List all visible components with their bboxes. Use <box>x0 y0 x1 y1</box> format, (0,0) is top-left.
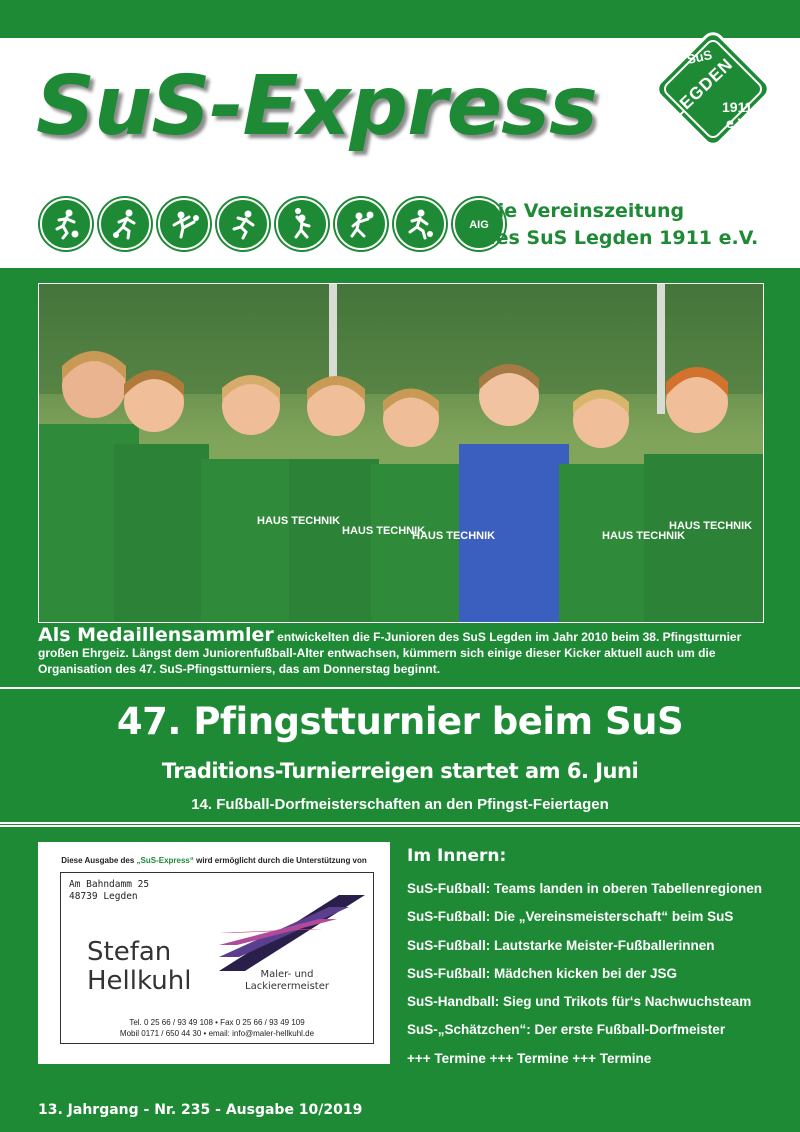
list-item: +++ Termine +++ Termine +++ Termine <box>407 1050 652 1066</box>
runner-ball-icon <box>394 198 446 250</box>
runner-icon <box>99 198 151 250</box>
list-item: SuS-Fußball: Lautstarke Meister-Fußballerinnen <box>407 937 715 953</box>
volleyball-icon <box>335 198 387 250</box>
team-photo <box>38 283 764 623</box>
tagline <box>482 198 758 252</box>
handball-icon <box>276 198 328 250</box>
photo-caption <box>38 624 768 677</box>
shirt-sponsor-text: HAUS TECHNIK <box>602 530 686 542</box>
list-item: SuS-Fußball: Mädchen kicken bei der JSG <box>407 965 678 981</box>
logo-legden-text: LEGDEN <box>667 54 737 121</box>
logo-suffix-text: e.V. <box>726 115 750 131</box>
shirt-sponsor-text: HAUS TECHNIK <box>342 525 426 537</box>
divider-bottom <box>0 822 800 824</box>
kick-icon <box>158 198 210 250</box>
sponsor-box <box>38 842 390 1064</box>
tagline-line2: des SuS Legden 1911 e.V. <box>482 227 759 249</box>
sponsor-intro: Diese Ausgabe des „SuS-Express“ wird ermöglicht durch die Unterstützung von <box>61 856 367 865</box>
inner-contents-list <box>407 875 762 1073</box>
subline: 14. Fußball-Dorfmeisterschaften an den Pfingst-Feiertagen <box>191 796 609 813</box>
list-item: SuS-Fußball: Die „Vereinsmeisterschaft“ beim SuS <box>407 909 734 925</box>
shirt-sponsor-text: HAUS TECHNIK <box>257 515 341 527</box>
sponsor-logo-stripes <box>219 887 365 971</box>
tagline-line1: Die Vereinszeitung <box>482 200 685 222</box>
club-logo <box>650 26 776 152</box>
issue-footer: 13. Jahrgang - Nr. 235 - Ausgabe 10/2019 <box>38 1102 363 1118</box>
inner-title: Im Innern: <box>407 846 507 866</box>
svg-text:AIG: AIG <box>469 219 489 231</box>
list-item: SuS-Handball: Sieg und Trikots für‘s Nachwuchsteam <box>407 994 752 1010</box>
sprinter-icon <box>217 198 269 250</box>
sponsor-trade: Maler- und Lackierermeister <box>245 969 329 992</box>
soccer-player-icon <box>40 198 92 250</box>
sponsor-address: Am Bahndamm 25 48739 Legden <box>69 879 150 902</box>
sponsor-contact: Tel. 0 25 66 / 93 49 108 • Fax 0 25 66 / 93 49 109 Mobil 0171 / 650 44 30 • email: info@maler-hellkuhl.de <box>119 1018 315 1038</box>
shirt-sponsor-text: HAUS TECHNIK <box>412 530 496 542</box>
caption-lead: Als Medaillensammler <box>38 624 274 646</box>
list-item: SuS-Fußball: Teams landen in oberen Tabellenregionen <box>407 881 763 896</box>
sport-icons-row <box>40 198 505 250</box>
logo-sus-text: SuS <box>685 47 714 67</box>
sponsor-name: Stefan Hellkuhl <box>87 937 192 996</box>
subheadline: Traditions-Turnierreigen startet am 6. Juni <box>161 759 639 783</box>
sponsor-ad <box>60 872 374 1044</box>
logo-year-text: 1911 <box>722 99 753 115</box>
list-item: SuS-„Schätzchen“: Der erste Fußball-Dorfmeister <box>407 1022 726 1038</box>
headline: 47. Pfingstturnier beim SuS <box>116 700 684 743</box>
shirt-sponsor-text: HAUS TECHNIK <box>669 520 753 532</box>
caption-body: entwickelten die F-Junioren des SuS Legden im Jahr 2010 beim 38. Pfingstturnier großen Ehrgeiz. Längst dem Juniorenfußball-Alter entwachsen, kümmern sich einige dieser Kicker aktuell auch um die Organisation des 47. SuS-Pfingstturniers, das am Donnerstag beginnt. <box>38 630 742 676</box>
divider-top <box>0 687 800 689</box>
masthead-title: SuS-Express <box>36 59 597 154</box>
